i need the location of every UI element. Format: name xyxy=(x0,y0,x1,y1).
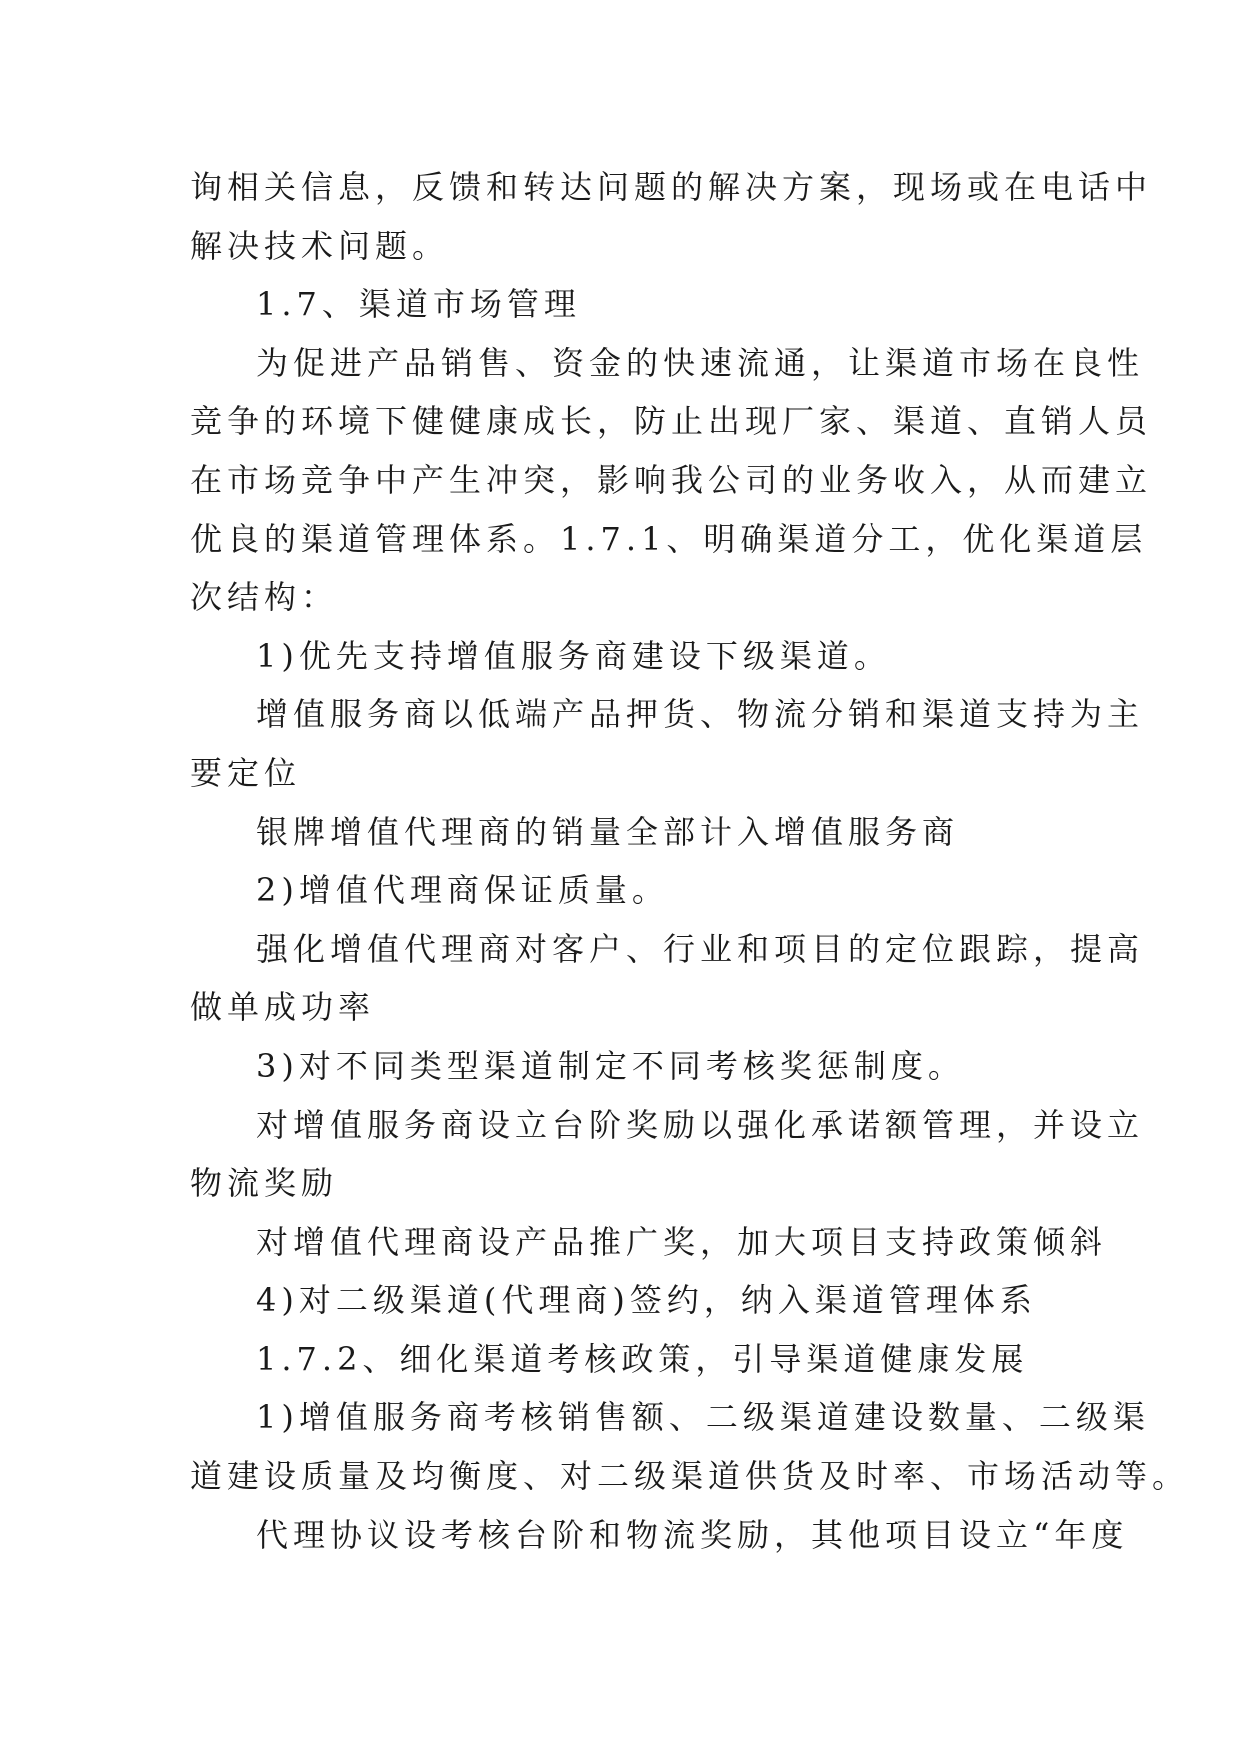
list-item: 1)增值服务商考核销售额、二级渠道建设数量、二级渠 xyxy=(256,1398,1150,1437)
text-line: 为促进产品销售、资金的快速流通，让渠道市场在良性 xyxy=(256,343,1145,382)
list-item: 1)优先支持增值服务商建设下级渠道。 xyxy=(256,636,891,675)
list-item: 3)对不同类型渠道制定不同考核奖惩制度。 xyxy=(256,1046,965,1085)
list-item: 4)对二级渠道(代理商)签约，纳入渠道管理体系 xyxy=(256,1281,1037,1320)
text-line: 优良的渠道管理体系。1.7.1、明确渠道分工，优化渠道层 xyxy=(190,519,1148,558)
text-line: 对增值服务商设立台阶奖励以强化承诺额管理，并设立 xyxy=(256,1105,1145,1144)
text-line: 次结构： xyxy=(190,578,339,617)
list-item: 2)增值代理商保证质量。 xyxy=(256,871,669,910)
section-heading: 1.7.2、细化渠道考核政策，引导渠道健康发展 xyxy=(256,1339,1029,1378)
text-line: 银牌增值代理商的销量全部计入增值服务商 xyxy=(256,812,960,851)
document-body xyxy=(190,158,1190,1564)
text-line: 做单成功率 xyxy=(190,988,376,1027)
text-line: 询相关信息，反馈和转达问题的解决方案，现场或在电话中 xyxy=(190,168,1153,206)
text-line: 在市场竞争中产生冲突，影响我公司的业务收入，从而建立 xyxy=(190,460,1153,499)
section-heading: 1.7、渠道市场管理 xyxy=(256,285,581,324)
text-line: 强化增值代理商对客户、行业和项目的定位跟踪，提高 xyxy=(256,929,1145,968)
text-line: 代理协议设考核台阶和物流奖励，其他项目设立“年度 xyxy=(256,1515,1129,1554)
text-line: 要定位 xyxy=(190,753,302,792)
text-line: 竞争的环境下健健康成长，防止出现厂家、渠道、直销人员 xyxy=(190,402,1153,441)
text-line: 物流奖励 xyxy=(190,1164,339,1203)
text-line: 对增值代理商设产品推广奖，加大项目支持政策倾斜 xyxy=(256,1222,1108,1261)
text-line: 道建设质量及均衡度、对二级渠道供货及时率、市场活动等。 xyxy=(190,1457,1190,1496)
text-line: 增值服务商以低端产品押货、物流分销和渠道支持为主 xyxy=(256,695,1145,734)
text-line: 解决技术问题。 xyxy=(190,226,450,265)
